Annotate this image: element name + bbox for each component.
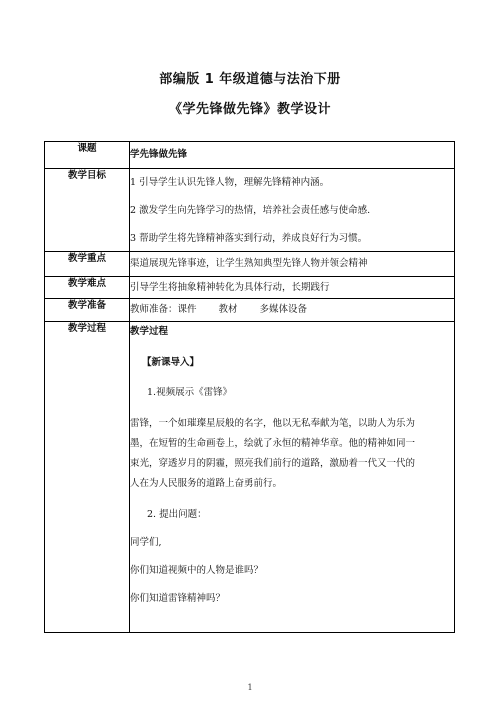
topic-label: 课题 <box>45 142 130 169</box>
section-new-lesson: 【新课导入】 <box>142 357 200 368</box>
preparation-row <box>45 299 455 322</box>
key-points-text: 渠道展现先锋事迹，让学生熟知典型先锋人物并领会精神 <box>130 258 368 269</box>
goal-item-2: 2 激发学生向先锋学习的热情，培养社会责任感与使命感. <box>130 205 371 216</box>
difficulties-label: 教学难点 <box>45 277 130 299</box>
key-points-value <box>130 252 455 277</box>
goals-row <box>45 169 455 252</box>
preparation-text <box>130 303 454 317</box>
paragraph-line: 雷锋，一个如璀璨星辰般的名字，他以无私奉献为笔，以助人为乐为 <box>130 418 416 429</box>
process-label: 教学过程 <box>45 322 130 633</box>
process-content <box>130 322 455 633</box>
greeting-text: 同学们, <box>130 537 162 548</box>
difficulties-row <box>45 277 455 299</box>
difficulties-text: 引导学生将抽象精神转化为具体行动，长期践行 <box>130 281 330 293</box>
page-number: 1 <box>247 683 253 692</box>
paragraph-line: 人在为人民服务的道路上奋勇前行。 <box>130 478 283 489</box>
preparation-value <box>130 299 455 322</box>
goal-item-1: 1 引导学生认识先锋人物，理解先锋精神内涵。 <box>130 177 330 188</box>
difficulties-value <box>130 277 455 299</box>
topic-value <box>130 142 455 169</box>
process-row <box>45 322 455 633</box>
key-points-label: 教学重点 <box>45 252 130 277</box>
goal-item-3: 3 帮助学生将先锋精神落实到行动，养成良好行为习惯。 <box>130 233 368 244</box>
question-1: 你们知道视频中的人物是谁吗？ <box>130 565 264 576</box>
preparation-label: 教学准备 <box>45 299 130 322</box>
topic-text: 学先锋做先锋 <box>130 149 188 160</box>
lesson-plan-table <box>44 141 455 633</box>
preparation-item-multimedia: 多媒体设备 <box>259 304 308 315</box>
preparation-prefix: 教师准备：课件 <box>130 304 197 315</box>
key-points-row <box>45 252 455 277</box>
step-video: 1.视频展示《雷锋》 <box>147 387 233 398</box>
document-subtitle: 《学先锋做先锋》教学设计 <box>168 102 331 117</box>
process-heading: 教学过程 <box>130 326 169 337</box>
question-2: 你们知道雷锋精神吗？ <box>130 593 226 604</box>
preparation-item-textbook: 教材 <box>218 304 238 315</box>
paragraph-line: 束光，穿透岁月的阴霾，照亮我们前行的道路，激励着一代又一代的 <box>130 458 416 469</box>
leifeng-paragraph <box>130 414 454 494</box>
topic-row <box>45 142 455 169</box>
document-title: 部编版 1 年级道德与法治下册 <box>159 72 341 87</box>
goals-content <box>130 169 455 252</box>
paragraph-line: 墨，在短暂的生命画卷上，绘就了永恒的精神华章。他的精神如同一 <box>130 438 416 449</box>
step-question: 2. 提出问题： <box>147 509 207 520</box>
goals-label: 教学目标 <box>45 169 130 252</box>
